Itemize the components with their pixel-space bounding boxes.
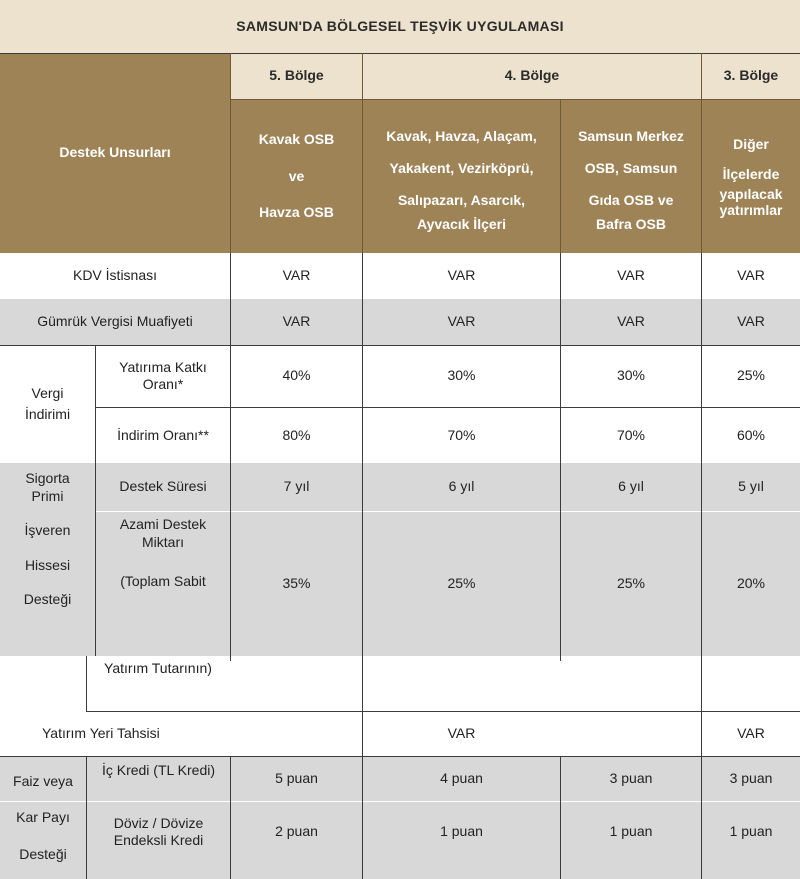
row-sure-b5: 7 yıl bbox=[283, 478, 310, 495]
row-ic-label: İç Kredi (TL Kredi) bbox=[101, 762, 216, 778]
row-gumruk-b4b: VAR bbox=[617, 313, 645, 330]
header-bolge3: 3. Bölge bbox=[702, 53, 800, 99]
row-indirim-b4a: 70% bbox=[447, 426, 476, 443]
row-gumruk-b5: VAR bbox=[282, 313, 311, 330]
grid-line bbox=[701, 756, 702, 879]
grid-line bbox=[0, 345, 800, 346]
group-vergi-label: Vergi İndirimi bbox=[24, 385, 71, 422]
row-katki-label: Yatırıma Katkı Oranı* bbox=[119, 358, 207, 392]
row-yer-b3: VAR bbox=[737, 724, 765, 741]
row-doviz-b5: 2 puan bbox=[275, 823, 318, 840]
row-ic-b4b: 3 puan bbox=[609, 769, 653, 786]
row-doviz-label: Döviz / Dövize Endeksli Kredi bbox=[113, 814, 204, 848]
row-sure-b3: 5 yıl bbox=[738, 478, 764, 495]
row-indirim-label: İndirim Oranı** bbox=[117, 426, 209, 443]
group-sigorta-label: Sigorta Primi İşveren Hissesi Desteği bbox=[23, 470, 72, 607]
header-b4b-sub: Samsun Merkez OSB, Samsun Gıda OSB ve Bafra OSB bbox=[561, 99, 701, 253]
grid-line bbox=[0, 756, 800, 757]
row-ic-b5: 5 puan bbox=[275, 769, 318, 786]
grid-line bbox=[560, 253, 561, 661]
grid-line bbox=[96, 511, 800, 512]
page-title bbox=[0, 0, 800, 53]
row-doviz-b4b: 1 puan bbox=[609, 823, 653, 840]
grid-line bbox=[0, 53, 800, 54]
group-faiz-label: Faiz veya Kar Payı Desteği bbox=[13, 773, 73, 862]
row-azami-label: Azami Destek Miktarı (Toplam Sabit bbox=[119, 516, 207, 589]
grid-line bbox=[86, 756, 87, 879]
row-kdv-b4a: VAR bbox=[363, 253, 560, 299]
row-kdv-label: KDV İstisnası bbox=[0, 253, 230, 299]
grid-line bbox=[230, 756, 231, 879]
grid-line bbox=[362, 253, 363, 756]
row-katki-b4b: 30% bbox=[616, 367, 646, 384]
grid-line bbox=[95, 345, 96, 656]
grid-line bbox=[0, 801, 800, 802]
grid-line bbox=[230, 53, 231, 253]
row-katki-b5: 40% bbox=[282, 367, 311, 384]
row-doviz-b3: 1 puan bbox=[729, 823, 773, 840]
row-yer-b4a: VAR bbox=[447, 724, 476, 741]
grid-line bbox=[96, 407, 800, 408]
row-gumruk-label: Gümrük Vergisi Muafiyeti bbox=[37, 313, 193, 330]
title-text: SAMSUN'DA BÖLGESEL TEŞVİK UYGULAMASI bbox=[236, 17, 564, 34]
row-katki-b4a: 30% bbox=[447, 367, 476, 384]
row-katki-b3: 25% bbox=[736, 367, 766, 384]
header-b3-sub: Diğer İlçelerde yapılacak yatırımlar bbox=[702, 99, 800, 253]
row-doviz-b4a: 1 puan bbox=[440, 823, 483, 840]
grid-line bbox=[362, 53, 363, 253]
row-azami-b3: 20% bbox=[736, 575, 766, 592]
row-ic-b3: 3 puan bbox=[729, 769, 773, 786]
row-indirim-b4b: 70% bbox=[616, 426, 646, 443]
grid-line bbox=[86, 656, 87, 711]
header-bolge4: 4. Bölge bbox=[363, 53, 701, 99]
row-azami-b4b: 25% bbox=[616, 575, 646, 592]
grid-line bbox=[701, 253, 702, 756]
header-b4a-sub: Kavak, Havza, Alaçam, Yakakent, Vezirköprü, Salıpazarı, Asarcık, Ayvacık İlçeri bbox=[363, 99, 560, 253]
grid-line bbox=[231, 99, 800, 100]
row-indirim-b3: 60% bbox=[736, 426, 766, 443]
row-azami-label-cont: Yatırım Tutarının) bbox=[104, 660, 212, 676]
row-kdv-b4b: VAR bbox=[561, 253, 701, 299]
row-indirim-b5: 80% bbox=[282, 426, 311, 443]
grid-line bbox=[560, 99, 561, 253]
row-gumruk-b3: VAR bbox=[737, 313, 765, 330]
header-destek-unsurlari: Destek Unsurları bbox=[0, 53, 230, 253]
grid-line bbox=[86, 711, 800, 712]
row-yer-label: Yatırım Yeri Tahsisi bbox=[42, 724, 160, 741]
row-azami-b4a: 25% bbox=[447, 575, 476, 592]
row-sure-label: Destek Süresi bbox=[119, 478, 207, 495]
row-kdv-b3: VAR bbox=[702, 253, 800, 299]
grid-line bbox=[560, 756, 561, 879]
grid-line bbox=[362, 756, 363, 879]
grid-line bbox=[230, 253, 231, 661]
row-ic-b4a: 4 puan bbox=[440, 769, 483, 786]
row-sure-b4b: 6 yıl bbox=[618, 478, 644, 495]
row-sure-b4a: 6 yıl bbox=[448, 478, 475, 495]
grid-line bbox=[701, 53, 702, 253]
row-azami-b5: 35% bbox=[282, 575, 311, 592]
row-gumruk-b4a: VAR bbox=[447, 313, 476, 330]
row-kdv-b5: VAR bbox=[231, 253, 362, 299]
header-b5-sub: Kavak OSB ve Havza OSB bbox=[231, 99, 362, 253]
header-bolge5: 5. Bölge bbox=[231, 53, 362, 99]
